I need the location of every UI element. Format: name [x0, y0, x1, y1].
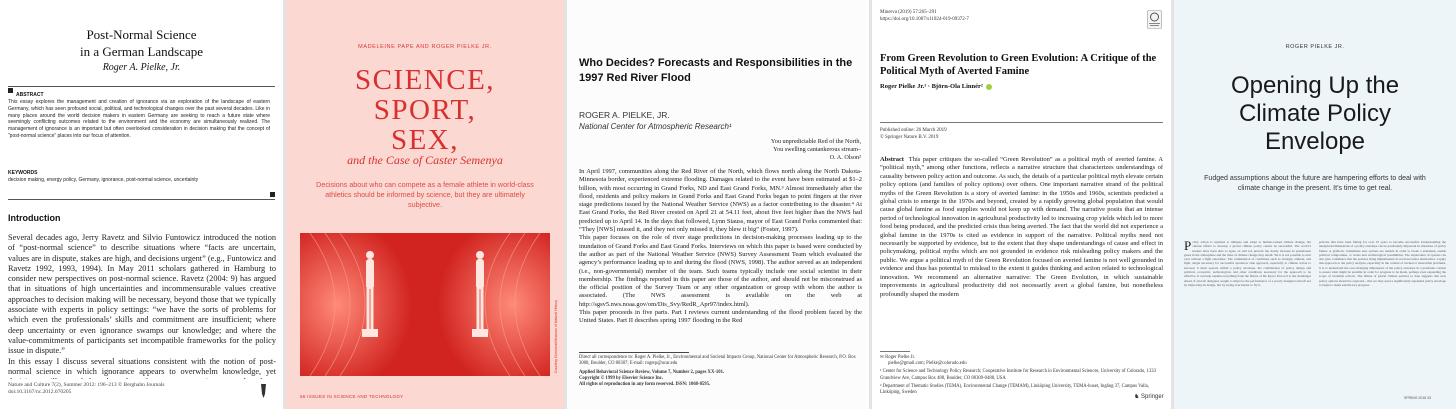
page1-section-heading: Introduction	[8, 213, 61, 223]
page4-author-names: Roger Pielke Jr.¹ · Björn-Ola Linnér²	[880, 83, 983, 90]
page5-columns	[1184, 240, 1446, 388]
page2-title-line2: SPORT,	[373, 94, 477, 126]
page1-corner-mark-end	[270, 192, 275, 197]
page4-rule-top	[880, 122, 1163, 123]
page4-published-date: Published online: 26 March 2019	[880, 128, 947, 133]
page2-photo-credit: Courtesy Cleveland Museum of Natural History	[554, 300, 558, 373]
page1-footer	[8, 382, 218, 396]
page5-title	[1174, 72, 1456, 156]
page2-folio: 56 ISSUES IN SCIENCE AND TECHNOLOGY	[300, 394, 404, 399]
page4-footnotes	[880, 355, 1163, 396]
page5-drop-cap: P	[1184, 240, 1192, 253]
page3-body-text: In April 1997, communities along the Red River of the North, which flows north along the North Dakota-Minnesota border, experienced extreme flooding. Damages related to the event have been estimated at $1–2 billion, with most occurring in Grand Forks, ND and East Grand Forks, MN.³ Almost immediately after the flood, residents and policy makers in Grand Forks and East Grand Forks began to point fingers at the river stage predictions issued by the National Weather Service (NWS) as a factor contributing to the disaster.⁴ At East Grand Forks, the Red River crested on April 21 at 54.11 feet, about five feet higher than the NWS had predicted up to April 14. In the days that followed, Lynn Stauss, mayor of East Grand Forks commented that: “They [NWS] missed it, and they not only missed it, they blew it big” (Foster, 1997). This paper focuses on the role of river stage predictions in decision-making processes leading up to the inundation of Grand Forks and East Grand Forks. Interviews on which this paper is based were conducted by the author as part of the National Weather Service (NWS) Survey Assessment Team which evaluated the agency’s performance leading up to and during the flood (NWS, 1998). The author served as an independent (i.e., non-governmental) member of the team. Such teams typically include one social scientist in their membership. The findings reported in this paper are those of the author, and should not be misconstrued as the official position of the Survey Team or any other organization or group with whom the author is associated. (The NWS assessment is available on the web at http://sgsv5.nws.noaa.gov/om/Dis_Svy/RedR_Apr97/index.html). This paper proceeds in five parts. Part I reviews current understanding of the flood problem faced by the United States. Part II describes spring 1997 flooding in the Red	[579, 168, 862, 325]
page1-body-text: Several decades ago, Jerry Ravetz and Silvio Funtowicz introduced the notion of “post-normal science” to describe situations where “facts are uncertain, values are in dispute, stakes are high, and decisions urgent” (e.g., Funtowicz and Ravetz 1992, 1993, 1994). In May 2011 scholars gathered in Hamburg to consider new perspectives on post-normal science. Ravetz (2004: 9) has argued that in situations of high uncertainties and incommensurable values creative approaches to decision making will be necessary, beyond those that we typically associate with experts in policy settings: “we have the sorts of problems for which even the professionals’ skills and commitment are insufficient; where deep uncertainty or even ignorance swamps our knowledge; and where the value-commitments of participants set incompatible frameworks for the policy issue in dispute.” In this essay I discuss several situations consistent with the notion of post-normal science in which ignorance appears to overwhelm knowledge, yet	[8, 233, 276, 376]
publisher-pen-icon	[260, 384, 267, 398]
springer-label: Springer	[1141, 394, 1164, 400]
page5-title-line2: Climate Policy	[1238, 100, 1392, 127]
page1-title-line2: in a German Landscape	[79, 44, 204, 59]
page2-authors: MADELEINE PAPE AND ROGER PIELKE JR.	[358, 44, 492, 50]
page5-column-right: policies that have been failing for over 25 years to become successful. Understanding the unexplored dimensions of a policy envelope can be particularly important in situations of policy failure or gridlock. Sometimes new options are needed in order to break a stalemate, enable political compromise, or create new technological possibilities. The exploration of options can also give confidence that the policies being implemented do not have better alternatives. I apply this approach to the policy analysis, especially in the context of wicked or intractable problems, it is to understand the ever-changing dimensions of the policy envelope in a particular context to assess what might be possible in order for progress to be made, perhaps even expanding the scope of available actions. The failure of global climate policies to date suggests that new policy options should be explored—that we may need a significantly expanded policy envelope to begin to make satisfactory progress.	[1319, 240, 1446, 287]
page5-column-left-text: olicy action is required to mitigate and adapt to human-caused climate change, but current efforts to develop a global climate policy cannot be successful. The world’s leaders have been able to agree on will not prevent the steady increase in greenhouse gases in the atmosphere and the risks of climate change they entail. Yet it is not possible to start over without a fight elsewhere. The combination of conditions such as strongly, attitude, and fight, single necessary for successful operation. One approach, especially to climate action to succeed, it must operate within a policy envelope, the combination of policy design and political, economic, technological, and other conditions necessary for the approach to be effective. It can help explain everything from the failure of the Kyoto Protocol to the challenges ahead, if aircraft designers sought to improve the performance of a poorly designed aircraft not by improving its design, but by trying ever harder to fly it.	[1184, 240, 1311, 287]
page-science-sport-sex	[286, 0, 564, 409]
page4-fn-email: pielke@gmail.com; Pielke@colorado.edu	[888, 361, 967, 367]
page4-meta	[880, 10, 969, 23]
page3-footnotes	[579, 355, 862, 388]
page3-author: ROGER A. PIELKE, JR.	[579, 110, 670, 120]
page4-copyright: © Springer Nature B.V. 2019	[880, 134, 939, 140]
page3-rights: All rights of reproduction in any form reserved. ISSN: 1068-8595.	[579, 382, 711, 387]
page4-title: From Green Revolution to Green Evolution: A Critique of the Political Myth of Averted Famine	[880, 53, 1157, 77]
page5-author: ROGER PIELKE JR.	[1285, 44, 1345, 50]
page5-dek: Fudged assumptions about the future are hampering efforts to deal with climate change in the present. It’s time to get real.	[1204, 175, 1426, 192]
page1-footer-doi: doi:10.3167/nc.2012.070205	[8, 389, 72, 395]
page3-epigraph-source: O. A. Olson²	[829, 154, 861, 161]
page2-title-line1: SCIENCE,	[354, 64, 496, 96]
page4-citation: Minerva (2019) 57:265–291	[880, 10, 937, 15]
page1-rule-top	[8, 86, 275, 87]
page4-doi-link[interactable]: https://doi.org/10.1007/s11024-019-09372-7	[880, 16, 969, 22]
page5-title-line3: Envelope	[1264, 128, 1366, 155]
page3-footnote-rule	[579, 352, 689, 353]
page5-column-left	[1184, 240, 1311, 388]
page3-affiliation: National Center for Atmospheric Research¹	[579, 122, 732, 131]
page3-title: Who Decides? Forecasts and Responsibilities in the 1997 Red River Flood	[579, 57, 853, 84]
page4-abstract	[880, 156, 1163, 344]
page1-footer-journal: Nature and Culture 7(2), Summer 2012: 196–213 © Berghahn Journals	[8, 382, 165, 388]
page3-epigraph-line1: You unpredictable Red of the North,	[770, 138, 861, 145]
page-post-normal-science	[0, 0, 283, 409]
page2-dek: Decisions about who can compete as a female athlete in world-class athletics should be informed by science, but they are ultimately subjective.	[316, 180, 534, 209]
page3-correspondence: Direct all correspondence to: Roger A. Pielke, Jr., Environmental and Societal Impacts Group, National Center for Atmospheric Research, P.O. Box 3000, Boulder, CO 80307; E-mail: rogerp@ucar.edu	[579, 355, 856, 366]
page1-title	[0, 26, 283, 60]
page1-title-line1: Post-Normal Science	[86, 27, 197, 42]
check-for-updates-icon[interactable]	[1147, 10, 1162, 29]
page1-abstract-label: ABSTRACT	[16, 92, 44, 98]
page5-folio: SPRING 2018 33	[1404, 396, 1432, 400]
page4-authors	[880, 83, 992, 90]
page4-fn-affiliation2: ² Department of Thematic Studies (TEMA), Environmental Change (TEMAM), Linköping University, TEMA-huset, Ingång 37, Campus Valla, Linköping, Sweden	[880, 383, 1149, 396]
page3-epigraph	[757, 138, 861, 162]
page1-rule-bottom	[8, 199, 275, 200]
page3-copyright: Copyright © 1999 by Elsevier Science Inc.	[579, 376, 664, 381]
statues-photo	[300, 233, 550, 376]
page1-corner-mark	[8, 88, 13, 93]
page3-epigraph-line2: You swelling cantankerous stream–	[773, 146, 861, 153]
page4-fn-name: Roger Pielke Jr.	[885, 355, 915, 360]
page3-journal: Applied Behavioral Science Review, Volume 7, Number 2, pages XX-101.	[579, 370, 725, 375]
page4-footnote-rule	[880, 351, 910, 352]
page4-abstract-text: This paper critiques the so-called “Green Revolution” as a political myth of averted famine. A “political myth,” among other functions, reflects a narrative structure that characterizes understandings of causality between policy action and outcome. As such, the details of a particular political myth elevate certain policy options (and families of policy options) over others. One important narrative strand of the political myths of the Green Revolution is a story of averted famine: in the 1950s and 1960s, scientists predicted a global crisis to emerge in the 1970s and beyond, created by a rapidly growing global population that would cause global famine as food supplies would not keep up with demand. The narrative posits that an intense period of technological innovation in agricultural productivity led to increasing crop yields which led to more food being produced, and the predicted crisis thus being averted. The fact that the world did not experience a global famine in the 1970s is cited as evidence in support of the narrative. Political myths need not necessarily be supported by evidence, but to the extent that they shape understandings of cause and effect in policymaking, political myths which are not grounded in evidence risk misleading policy makers and the public. We argue a political myth of the Green Revolution focused on averted famine is not well grounded in evidence and thus has potential to mislead to the extent it guides thinking and action related to technological innovation. We recommend an alternative narrative: The Green Evolution, in which sustainable improvements in agricultural productivity did not necessarily avert a global famine, but nonetheless profoundly shaped the modern	[880, 156, 1163, 298]
page-climate-policy-envelope	[1174, 0, 1456, 409]
springer-logo: ♞ Springer	[1134, 394, 1164, 400]
page1-keywords: decision making, energy policy, Germany, ignorance, post-normal science, uncertainty	[8, 177, 199, 183]
page4-footnote-corresponding: ✉ Roger Pielke Jr.	[880, 355, 915, 360]
page-who-decides	[567, 0, 869, 409]
page1-author: Roger A. Pielke, Jr.	[102, 62, 181, 73]
page-green-revolution	[872, 0, 1171, 409]
page1-abstract: This essay explores the management and creation of ignorance via an exploration of the landscape of eastern Germany, which has seen profound social, political, and technological changes over the past several decades. Like in many places around the world decision makers in eastern Germany are seeking to reach a future state where seemingly conflicting outcomes related to the environment and the economy are simultaneously realized. The management of ignorance is an important but often overlooked consideration in decision making that the concept of “post-normal science” places into our focus of attention.	[8, 99, 270, 139]
page4-fn-affiliation1: ¹ Center for Science and Technology Policy Research; Cooperative Institute for Research in Environmental Sciences, University of Colorado, 1333 Grandview Ave, Campus Box 488, Boulder, CO 80309-0488, USA	[880, 369, 1156, 381]
page5-title-line1: Opening Up the	[1230, 72, 1400, 99]
page1-keywords-label: KEYWORDS	[8, 170, 38, 176]
page2-title-line3: SEX,	[390, 124, 460, 156]
page4-abstract-label: Abstract	[880, 156, 904, 163]
orcid-icon[interactable]	[986, 84, 992, 90]
page2-subtitle: and the Case of Caster Semenya	[347, 153, 503, 167]
page4-publication-info	[880, 128, 947, 141]
